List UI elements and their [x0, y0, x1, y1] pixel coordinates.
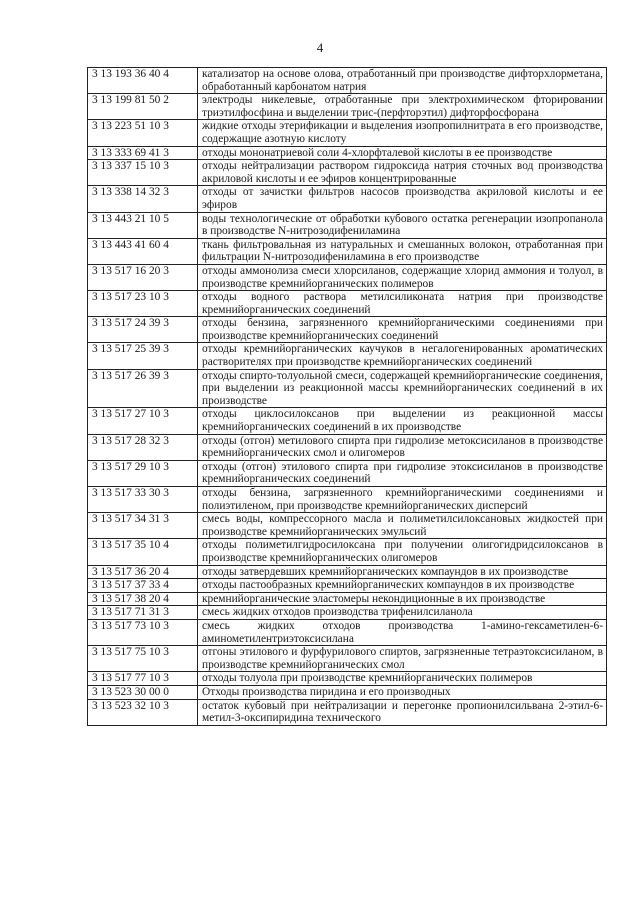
table-row — [88, 238, 607, 264]
waste-description-cell: отходы нейтрализации раствором гидроксида натрия сточных вод производства акриловой кислоты и ее эфиров концентрированные — [198, 160, 607, 186]
waste-description-cell: отходы бензина, загрязненного кремнийорганическими соединениями и полиэтиленом, при производстве кремнийорганических дисперсий — [198, 487, 607, 513]
waste-description-cell: отходы затвердевших кремнийорганических компаундов в их производстве — [198, 565, 607, 579]
waste-code-cell: 3 13 517 16 20 3 — [88, 264, 198, 290]
waste-code-cell: 3 13 517 73 10 3 — [88, 619, 198, 645]
table-row — [88, 369, 607, 408]
waste-code-cell: 3 13 517 26 39 3 — [88, 369, 198, 408]
waste-description-cell: отходы бензина, загрязненного кремнийорганическими соединениями при производстве кремнийорганических соединений — [198, 317, 607, 343]
page-number: 4 — [316, 40, 324, 55]
waste-description-cell: отходы спирто-толуольной смеси, содержащей кремнийорганические соединения, при выделении из реакционной массы кремнийорганических соединений в их производстве — [198, 369, 607, 408]
waste-description-cell: смесь жидких отходов производства трифенилсиланола — [198, 606, 607, 620]
table-row — [88, 592, 607, 606]
table-row — [88, 120, 607, 146]
waste-code-cell: 3 13 517 29 10 3 — [88, 460, 198, 486]
waste-code-cell: 3 13 517 34 31 3 — [88, 513, 198, 539]
waste-description-cell: остаток кубовый при нейтрализации и перегонке пропионилсильвана 2-этил-6-метил-3-оксипиридина технического — [198, 699, 607, 725]
table-row — [88, 186, 607, 212]
waste-description-cell: катализатор на основе олова, отработанный при производстве дифторхлорметана, обработанный карбонатом натрия — [198, 68, 607, 94]
table-row — [88, 212, 607, 238]
waste-description-cell: воды технологические от обработки кубового остатка регенерации изопропанола в производстве N-нитрозодифениламина — [198, 212, 607, 238]
table-row — [88, 317, 607, 343]
waste-code-cell: 3 13 517 35 10 4 — [88, 539, 198, 565]
table-row — [88, 264, 607, 290]
waste-classification-table — [87, 67, 607, 726]
table-row — [88, 68, 607, 94]
waste-code-cell: 3 13 523 30 00 0 — [88, 685, 198, 699]
waste-description-cell: отходы кремнийорганических каучуков в негалогенированных ароматических растворителях при производстве кремнийорганических соединений — [198, 343, 607, 369]
waste-code-cell: 3 13 223 51 10 3 — [88, 120, 198, 146]
table-row — [88, 685, 607, 699]
table-row — [88, 291, 607, 317]
table-body — [88, 68, 607, 726]
table-row — [88, 94, 607, 120]
table-row — [88, 513, 607, 539]
waste-code-cell: 3 13 199 81 50 2 — [88, 94, 198, 120]
waste-code-cell: 3 13 338 14 32 3 — [88, 186, 198, 212]
waste-description-cell: отходы полиметилгидросилоксана при получении олигогидридсилоксанов в производстве кремнийорганических олигомеров — [198, 539, 607, 565]
table-row — [88, 160, 607, 186]
waste-code-cell: 3 13 517 25 39 3 — [88, 343, 198, 369]
waste-code-cell: 3 13 443 41 60 4 — [88, 238, 198, 264]
waste-code-cell: 3 13 523 32 10 3 — [88, 699, 198, 725]
waste-code-cell: 3 13 517 27 10 3 — [88, 408, 198, 434]
waste-description-cell: жидкие отходы этерификации и выделения изопропилнитрата в его производстве, содержащие азотную кислоту — [198, 120, 607, 146]
waste-description-cell: смесь воды, компрессорного масла и полиметилсилоксановых жидкостей при производстве кремнийорганических эмульсий — [198, 513, 607, 539]
table-row — [88, 579, 607, 593]
waste-description-cell: отходы водного раствора метилсиликоната натрия при производстве кремнийорганических соединений — [198, 291, 607, 317]
waste-description-cell: отходы (отгон) этилового спирта при гидролизе этоксисиланов в производстве кремнийорганических соединений — [198, 460, 607, 486]
table-row — [88, 487, 607, 513]
table-row — [88, 672, 607, 686]
waste-code-cell: 3 13 517 38 20 4 — [88, 592, 198, 606]
waste-code-cell: 3 13 517 23 10 3 — [88, 291, 198, 317]
waste-description-cell: ткань фильтровальная из натуральных и смешанных волокон, отработанная при фильтрации N-нитрозодифениламина в его производстве — [198, 238, 607, 264]
waste-code-cell: 3 13 333 69 41 3 — [88, 146, 198, 160]
table-row — [88, 606, 607, 620]
waste-description-cell: отгоны этилового и фурфурилового спиртов, загрязненные тетраэтоксисиланом, в производстве кремнийорганических смол — [198, 646, 607, 672]
table-row — [88, 646, 607, 672]
waste-description-cell: отходы толуола при производстве кремнийорганических полимеров — [198, 672, 607, 686]
table-row — [88, 434, 607, 460]
waste-code-cell: 3 13 337 15 10 3 — [88, 160, 198, 186]
waste-description-cell: отходы пастообразных кремнийорганических компаундов в их производстве — [198, 579, 607, 593]
waste-description-cell: отходы мононатриевой соли 4-хлорфталевой кислоты в ее производстве — [198, 146, 607, 160]
waste-code-cell: 3 13 517 77 10 3 — [88, 672, 198, 686]
table-row — [88, 539, 607, 565]
table-row — [88, 619, 607, 645]
table-row — [88, 699, 607, 725]
table-row — [88, 460, 607, 486]
waste-description-cell: отходы от зачистки фильтров насосов производства акриловой кислоты и ее эфиров — [198, 186, 607, 212]
waste-code-cell: 3 13 517 33 30 3 — [88, 487, 198, 513]
waste-code-cell: 3 13 517 28 32 3 — [88, 434, 198, 460]
waste-code-cell: 3 13 443 21 10 5 — [88, 212, 198, 238]
waste-description-cell: Отходы производства пиридина и его производных — [198, 685, 607, 699]
waste-code-cell: 3 13 517 36 20 4 — [88, 565, 198, 579]
waste-description-cell: отходы (отгон) метилового спирта при гидролизе метоксисиланов в производстве кремнийорганических смол и олигомеров — [198, 434, 607, 460]
waste-code-cell: 3 13 517 75 10 3 — [88, 646, 198, 672]
waste-description-cell: отходы аммонолиза смеси хлорсиланов, содержащие хлорид аммония и толуол, в производстве кремнийорганических полимеров — [198, 264, 607, 290]
waste-description-cell: электроды никелевые, отработанные при электрохимическом фторировании триэтилфосфина и выделении трис-(перфторэтил) дифторфосфорана — [198, 94, 607, 120]
waste-code-cell: 3 13 517 71 31 3 — [88, 606, 198, 620]
table-row — [88, 146, 607, 160]
waste-description-cell: отходы циклосилоксанов при выделении из реакционной массы кремнийорганических соединений в их производстве — [198, 408, 607, 434]
table-row — [88, 565, 607, 579]
waste-code-cell: 3 13 517 24 39 3 — [88, 317, 198, 343]
waste-code-cell: 3 13 517 37 33 4 — [88, 579, 198, 593]
waste-description-cell: смесь жидких отходов производства 1-амино-гексаметилен-6-аминометилентриэтоксисилана — [198, 619, 607, 645]
waste-description-cell: кремнийорганические эластомеры некондиционные в их производстве — [198, 592, 607, 606]
table-row — [88, 343, 607, 369]
waste-code-cell: 3 13 193 36 40 4 — [88, 68, 198, 94]
table-row — [88, 408, 607, 434]
